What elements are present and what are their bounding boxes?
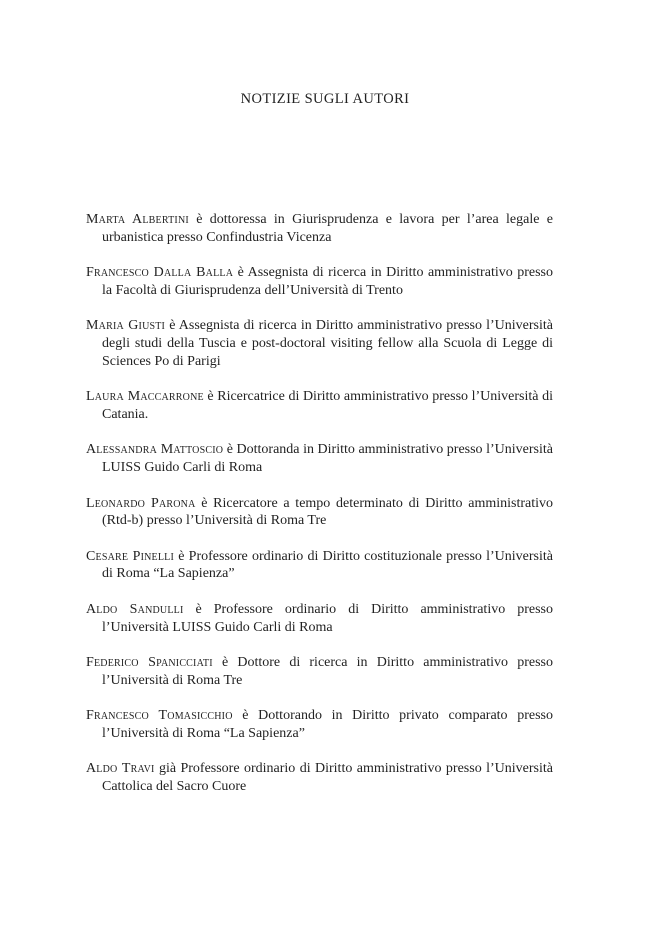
author-bio: è Dottorando in Diritto privato comparato presso l’Università di Roma “La Sapienza” <box>102 708 553 741</box>
author-bio: è Dottore di ricerca in Diritto amministrativo presso l’Università di Roma Tre <box>102 655 554 688</box>
author-bio: è Dottoranda in Diritto amministrativo presso l’Università LUISS Guido Carli di Roma <box>102 442 554 475</box>
author-entry <box>86 264 553 299</box>
author-bio: è Professore ordinario di Diritto amministrativo presso l’Università LUISS Guido Carli di Roma <box>102 601 553 635</box>
author-entry <box>86 548 553 583</box>
author-name: Aldo Sandulli <box>86 601 184 617</box>
author-bio: è Ricercatore a tempo determinato di Diritto amministrativo (Rtd-b) presso l’Università di Roma Tre <box>102 495 554 529</box>
author-name: Federico Spanicciati <box>86 655 213 671</box>
author-name: Francesco Tomasicchio <box>86 708 233 724</box>
author-name: Cesare Pinelli <box>86 548 175 564</box>
author-list <box>86 211 553 814</box>
author-entry <box>86 707 553 742</box>
author-entry <box>86 601 553 636</box>
author-name: Francesco Dalla Balla <box>86 265 234 281</box>
author-entry <box>86 760 553 795</box>
author-bio: già Professore ordinario di Diritto amministrativo presso l’Università Cattolica del Sacro Cuore <box>102 761 553 795</box>
author-bio: è Ricercatrice di Diritto amministrativo presso l’Università di Catania. <box>102 389 553 422</box>
author-entry <box>86 654 553 689</box>
author-entry <box>86 317 553 370</box>
author-entry <box>86 495 553 530</box>
author-name: Laura Maccarrone <box>86 389 204 405</box>
page-title: NOTIZIE SUGLI AUTORI <box>240 91 410 107</box>
author-entry <box>86 441 553 476</box>
author-name: Aldo Travi <box>86 761 155 777</box>
author-name: Maria Giusti <box>86 318 166 334</box>
author-bio: è Assegnista di ricerca in Diritto amministrativo presso l’Università degli studi della Tuscia e post-doctoral visiting fellow alla Scuola di Legge di Sciences Po di Parigi <box>102 318 553 369</box>
author-bio: è dottoressa in Giurisprudenza e lavora per l’area legale e urbanistica presso Confindustria Vicenza <box>102 212 553 245</box>
author-name: Leonardo Parona <box>86 495 196 511</box>
author-bio: è Assegnista di ricerca in Diritto amministrativo presso la Facoltà di Giurisprudenza dell’Università di Trento <box>102 265 553 298</box>
author-name: Marta Albertini <box>86 212 189 227</box>
author-name: Alessandra Mattoscio <box>86 442 224 458</box>
author-bio: è Professore ordinario di Diritto costituzionale presso l’Università di Roma “La Sapienza” <box>102 548 553 582</box>
author-entry <box>86 211 553 246</box>
author-entry <box>86 388 553 423</box>
